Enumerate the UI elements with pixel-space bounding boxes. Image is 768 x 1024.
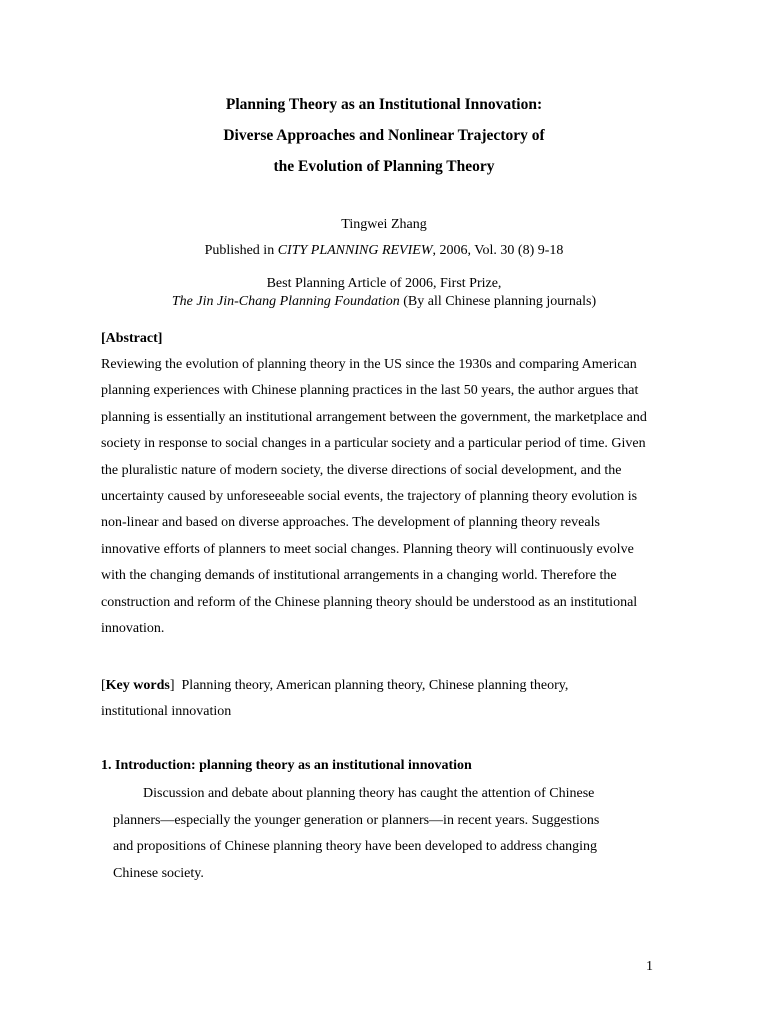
keywords-line-2: institutional innovation (101, 704, 232, 720)
award-line-1: Best Planning Article of 2006, First Prize, (266, 276, 502, 291)
abstract-line: innovative efforts of planners to meet social changes. Planning theory will continuously evolve (101, 541, 634, 557)
title-line-2: Diverse Approaches and Nonlinear Trajectory of (223, 127, 545, 144)
award-foundation: The Jin Jin-Chang Planning Foundation (171, 294, 400, 309)
abstract-line: non-linear and based on diverse approaches. The development of planning theory reveals (101, 515, 600, 531)
intro-line: and propositions of Chinese planning theory have been developed to address changing (113, 839, 598, 855)
journal-name: CITY PLANNING REVIEW (277, 243, 433, 258)
keywords-open-bracket: [ (101, 678, 106, 693)
abstract-line: innovation. (101, 621, 165, 637)
award-line-2 (0, 293, 768, 311)
page-number: 1 (646, 959, 653, 974)
intro-line: Chinese society. (113, 865, 204, 881)
abstract-line: Reviewing the evolution of planning theory in the US since the 1930s and comparing American (101, 357, 637, 372)
abstract-line: society in response to social changes in a particular society and a particular period of time. Given (101, 436, 646, 452)
title-line-1: Planning Theory as an Institutional Innovation: (225, 96, 543, 113)
publication-prefix: Published in (204, 243, 278, 258)
abstract-line: construction and reform of the Chinese planning theory should be understood as an institutional (101, 594, 638, 610)
keywords-close-bracket: ] (169, 678, 175, 693)
title-line-3: the Evolution of Planning Theory (273, 158, 495, 175)
section-1-body (113, 781, 673, 887)
intro-line: Discussion and debate about planning theory has caught the attention of Chinese (143, 786, 595, 801)
section-1-heading: 1. Introduction: planning theory as an institutional innovation (101, 758, 472, 773)
abstract-line: planning experiences with Chinese planning practices in the last 50 years, the author argues that (101, 383, 639, 399)
intro-line: planners—especially the younger generation or planners—in recent years. Suggestions (113, 812, 600, 828)
keywords-block (101, 673, 701, 726)
keywords-list: Planning theory, American planning theory, Chinese planning theory, (174, 678, 569, 693)
abstract-line: the pluralistic nature of modern society, the diverse directions of social development, and the (101, 462, 622, 478)
abstract-line: with the changing demands of institutional arrangements in a changing world. Therefore the (101, 568, 617, 584)
publication-details: , 2006, Vol. 30 (8) 9-18 (432, 243, 564, 258)
publication-info (0, 242, 768, 260)
keywords-label: Key words (105, 678, 170, 693)
author-name: Tingwei Zhang (341, 217, 427, 232)
abstract-heading: [Abstract] (101, 331, 163, 346)
abstract-line: planning is essentially an institutional arrangement between the government, the marketplace and (101, 409, 647, 425)
award-suffix: (By all Chinese planning journals) (399, 294, 597, 309)
keywords-line-1 (101, 673, 701, 699)
abstract-body (101, 352, 701, 642)
abstract-line: uncertainty caused by unforeseeable social events, the trajectory of planning theory evolution is (101, 489, 638, 505)
